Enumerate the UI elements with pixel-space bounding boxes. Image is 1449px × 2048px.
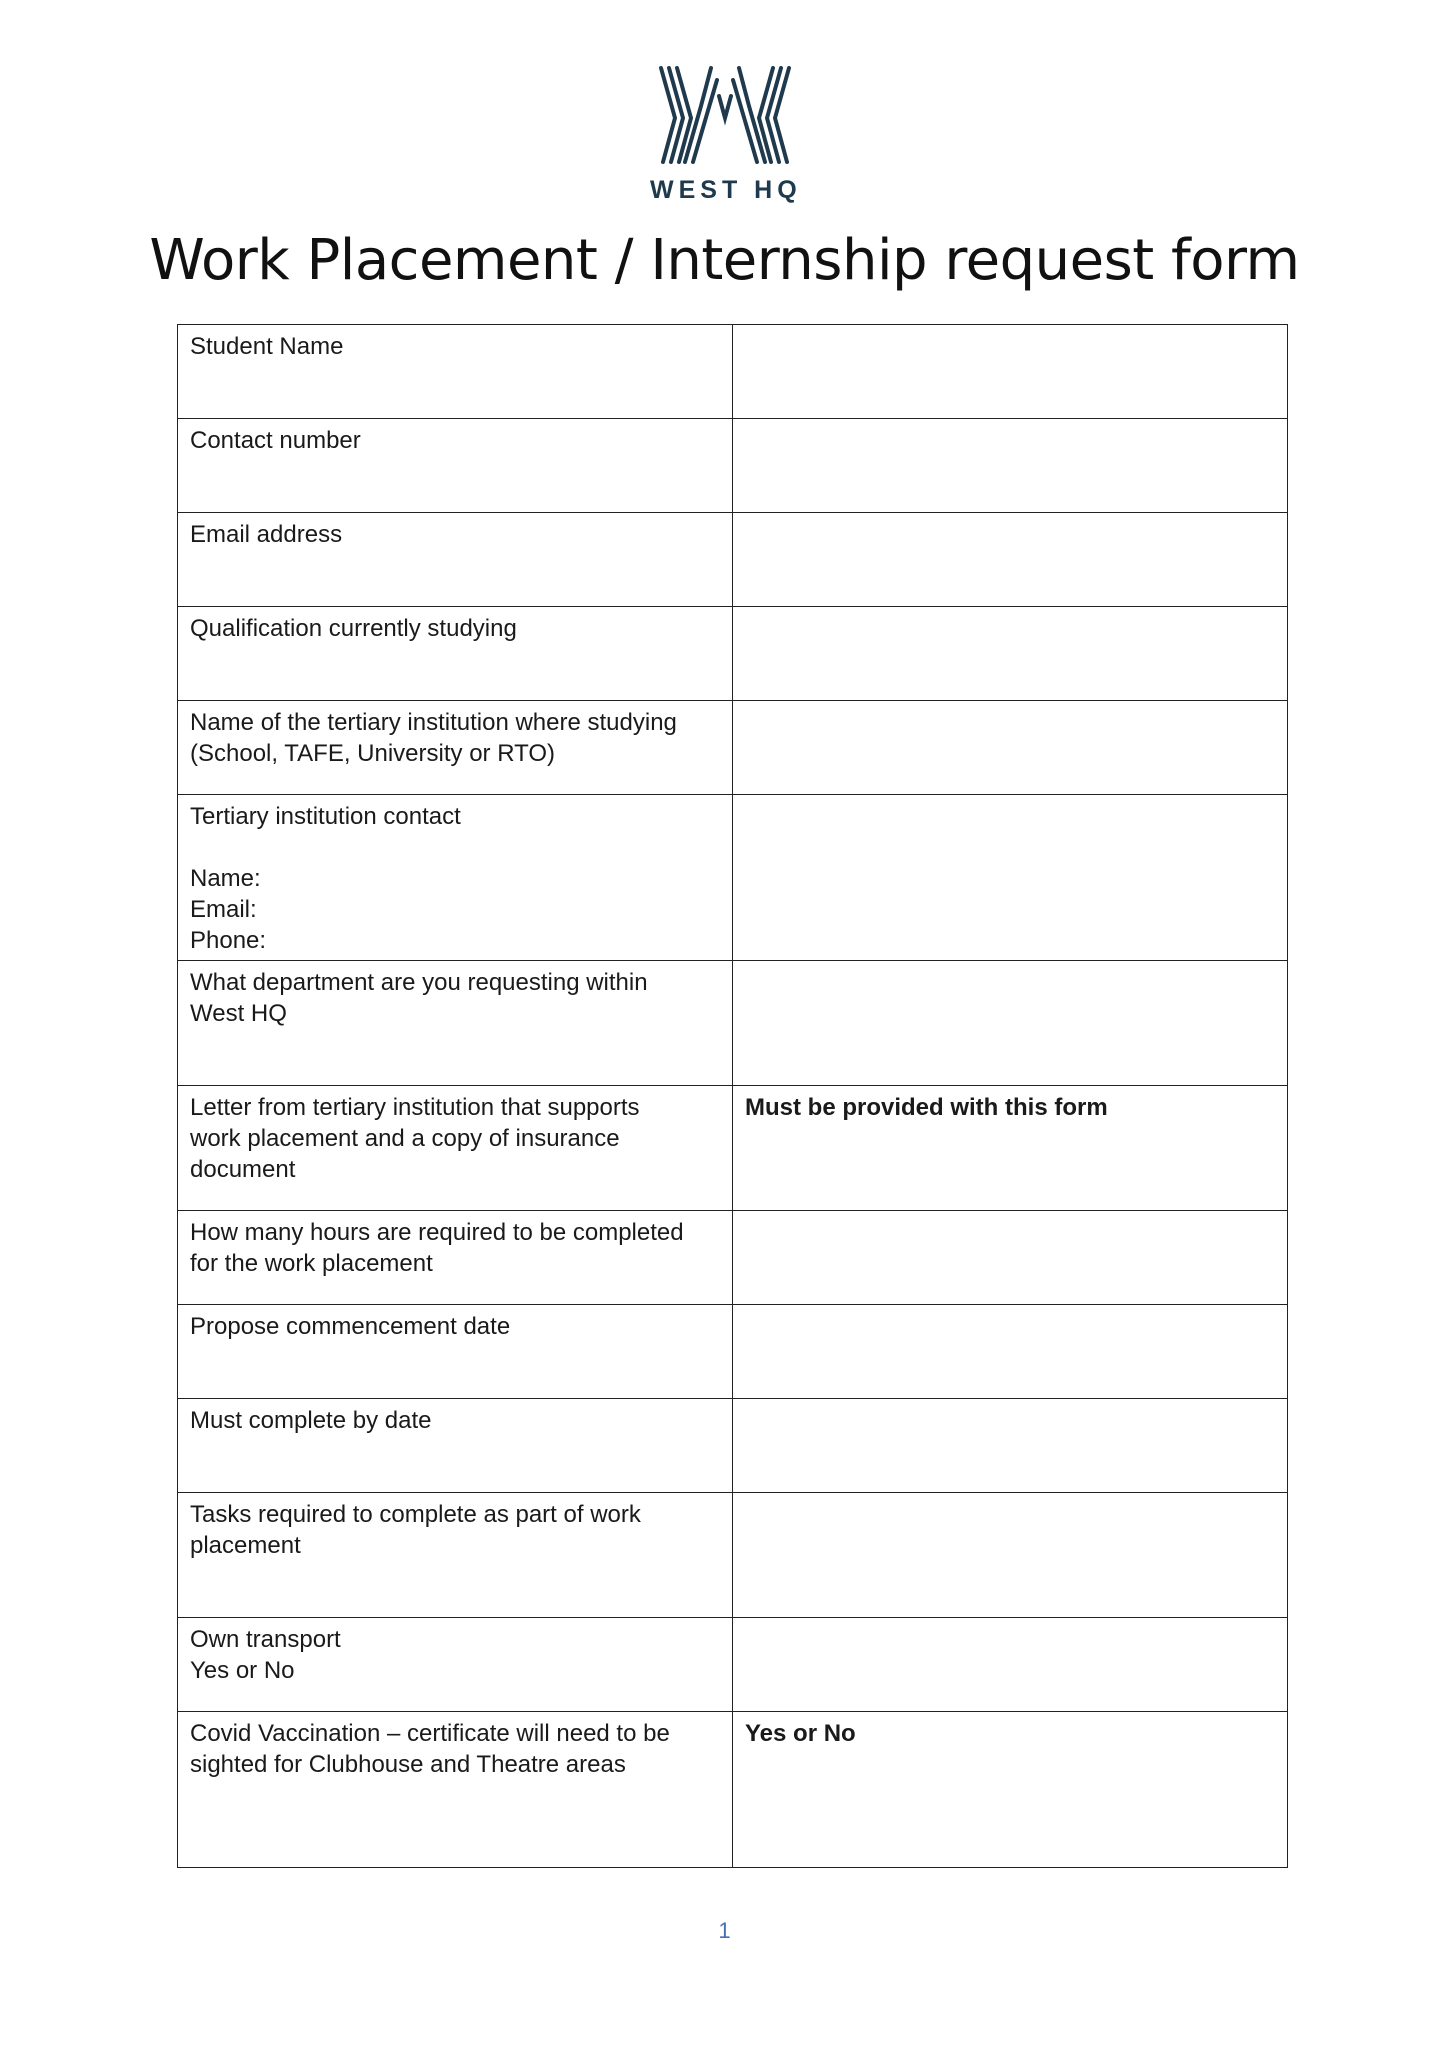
field-label: Student Name xyxy=(178,325,733,419)
field-label: Tasks required to complete as part of work placement xyxy=(178,1493,733,1618)
form-row xyxy=(178,701,1288,795)
field-label: Name of the tertiary institution where studying (School, TAFE, University or RTO) xyxy=(178,701,733,795)
form-row xyxy=(178,419,1288,513)
form-row xyxy=(178,1211,1288,1305)
form-row xyxy=(178,513,1288,607)
field-label: Own transport Yes or No xyxy=(178,1618,733,1712)
form-row xyxy=(178,1618,1288,1712)
field-value[interactable] xyxy=(733,419,1288,513)
field-value[interactable] xyxy=(733,795,1288,961)
field-value[interactable] xyxy=(733,1618,1288,1712)
field-label: What department are you requesting within West HQ xyxy=(178,961,733,1086)
field-label: Qualification currently studying xyxy=(178,607,733,701)
field-value[interactable] xyxy=(733,1399,1288,1493)
field-label: Letter from tertiary institution that supports work placement and a copy of insurance document xyxy=(178,1086,733,1211)
field-value[interactable] xyxy=(733,1305,1288,1399)
field-label: How many hours are required to be completed for the work placement xyxy=(178,1211,733,1305)
request-form-table xyxy=(177,324,1288,1868)
west-hq-logo-icon xyxy=(655,66,795,170)
field-value[interactable] xyxy=(733,513,1288,607)
field-value[interactable] xyxy=(733,607,1288,701)
field-value[interactable]: Yes or No xyxy=(733,1712,1288,1868)
logo xyxy=(650,66,800,216)
form-row xyxy=(178,1493,1288,1618)
field-label: Tertiary institution contact Name: Email: Phone: xyxy=(178,795,733,961)
form-row xyxy=(178,1086,1288,1211)
logo-text: WEST HQ xyxy=(650,176,802,204)
field-value[interactable] xyxy=(733,1493,1288,1618)
form-row xyxy=(178,795,1288,961)
field-label: Contact number xyxy=(178,419,733,513)
field-value[interactable] xyxy=(733,961,1288,1086)
page-number: 1 xyxy=(718,1918,731,1943)
field-label: Email address xyxy=(178,513,733,607)
field-label: Must complete by date xyxy=(178,1399,733,1493)
form-row xyxy=(178,1712,1288,1868)
page-title: Work Placement / Internship request form xyxy=(149,228,1300,293)
form-row xyxy=(178,1305,1288,1399)
field-label: Covid Vaccination – certificate will need to be sighted for Clubhouse and Theatre areas xyxy=(178,1712,733,1868)
form-row xyxy=(178,961,1288,1086)
form-row xyxy=(178,607,1288,701)
form-row xyxy=(178,325,1288,419)
form-row xyxy=(178,1399,1288,1493)
field-value[interactable]: Must be provided with this form xyxy=(733,1086,1288,1211)
field-value[interactable] xyxy=(733,325,1288,419)
field-value[interactable] xyxy=(733,1211,1288,1305)
field-value[interactable] xyxy=(733,701,1288,795)
field-label: Propose commencement date xyxy=(178,1305,733,1399)
